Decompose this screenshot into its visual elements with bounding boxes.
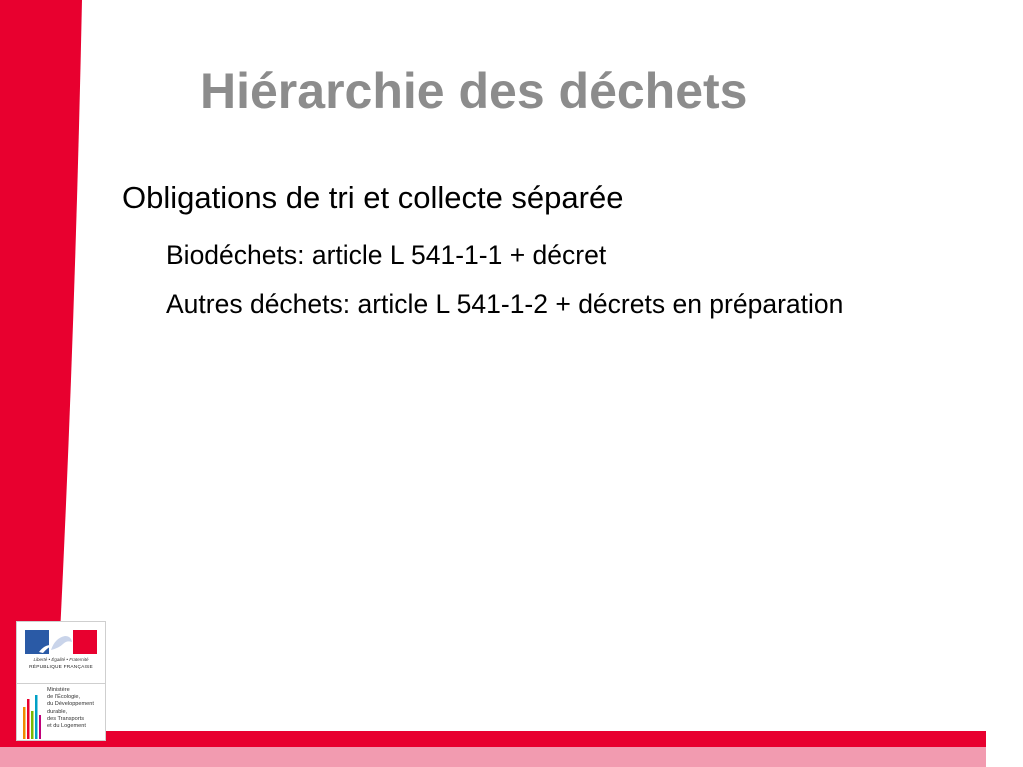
slide-title: Hiérarchie des déchets bbox=[200, 63, 748, 119]
republic-text: RÉPUBLIQUE FRANÇAISE bbox=[29, 665, 93, 670]
bottom-corner bbox=[986, 731, 1023, 767]
motto-text: Liberté • Égalité • Fraternité bbox=[33, 657, 89, 662]
bottom-red-bar bbox=[0, 731, 986, 747]
ministry-line: durable, bbox=[47, 708, 68, 715]
ministry-stripes-icon bbox=[22, 689, 42, 739]
marianne-flag-icon bbox=[25, 630, 97, 654]
government-logo bbox=[16, 621, 106, 741]
logo-divider bbox=[17, 683, 105, 684]
bottom-pink-bar bbox=[0, 747, 986, 767]
bullet-level-2: Autres déchets: article L 541-1-2 + décrets en préparation bbox=[166, 289, 844, 319]
ministry-line: et du Logement bbox=[47, 723, 86, 730]
bullet-level-1: Obligations de tri et collecte séparée bbox=[122, 180, 624, 215]
ministry-line: de l'Écologie, bbox=[47, 694, 81, 701]
ministry-name bbox=[47, 687, 103, 730]
ministry-line: des Transports bbox=[47, 715, 84, 722]
ministry-line: Ministère bbox=[47, 687, 70, 693]
ministry-line: du Développement bbox=[47, 701, 94, 708]
bullet-level-2: Biodéchets: article L 541-1-1 + décret bbox=[166, 240, 607, 270]
